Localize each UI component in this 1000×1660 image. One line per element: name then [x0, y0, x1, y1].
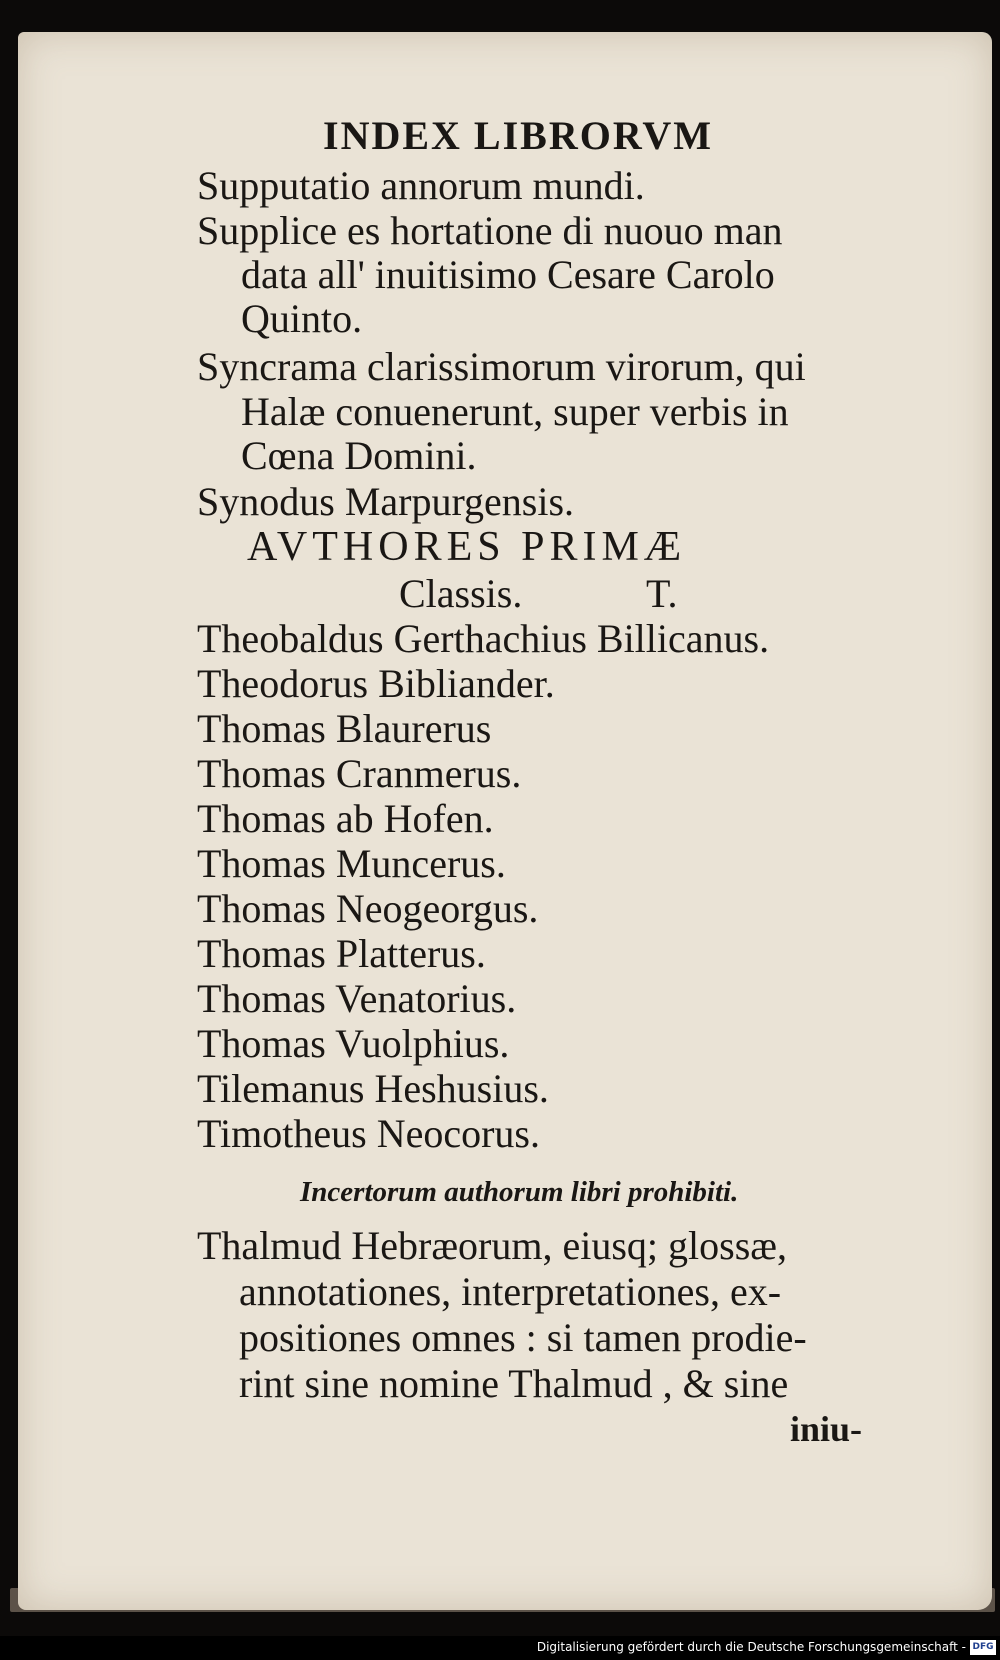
- author-line: Thomas Blaurerus: [197, 706, 492, 751]
- entry-line: Syncrama clarissimorum virorum, qui: [197, 344, 806, 389]
- entry-line: Cœna Domini.: [241, 433, 477, 478]
- entry-line: data all' inuitisimo Cesare Carolo: [241, 252, 775, 297]
- funding-credit: Digitalisierung gefördert durch die Deutsche Forschungsgemeinschaft -: [536, 1640, 966, 1654]
- entry-line: Supputatio annorum mundi.: [197, 163, 645, 208]
- thalmud-line: Thalmud Hebræorum, eiusq; glossæ,: [197, 1223, 787, 1268]
- entry-line: Supplice es hortatione di nuouo man: [197, 208, 783, 253]
- section-letter: T.: [646, 571, 678, 616]
- entry-line: Halæ conuenerunt, super verbis in: [241, 389, 789, 434]
- dfg-logo: DFG: [970, 1640, 996, 1655]
- author-line: Thomas Muncerus.: [197, 841, 506, 886]
- author-line: Tilemanus Heshusius.: [197, 1066, 549, 1111]
- author-line: Thomas Vuolphius.: [197, 1021, 510, 1066]
- section-heading-classis: Classis.: [399, 571, 523, 616]
- author-line: Thomas Neogeorgus.: [197, 886, 539, 931]
- catchword: iniu-: [790, 1409, 863, 1449]
- thalmud-line: rint sine nomine Thalmud , & sine: [239, 1361, 789, 1406]
- entry-line: Synodus Marpurgensis.: [197, 479, 575, 524]
- author-line: Thomas Cranmerus.: [197, 751, 522, 796]
- author-line: Thomas Venatorius.: [197, 976, 517, 1021]
- footer-bar: [0, 1636, 1000, 1660]
- running-title: INDEX LIBRORVM: [323, 113, 713, 158]
- author-line: Thomas ab Hofen.: [197, 796, 494, 841]
- section-heading: AVTHORES PRIMÆ: [247, 524, 687, 570]
- incerti-heading: Incertorum authorum libri prohibiti.: [300, 1176, 739, 1208]
- author-line: Theodorus Bibliander.: [197, 661, 555, 706]
- author-line: Timotheus Neocorus.: [197, 1111, 540, 1156]
- thalmud-line: annotationes, interpretationes, ex-: [239, 1269, 782, 1314]
- author-line: Thomas Platterus.: [197, 931, 486, 976]
- thalmud-line: positiones omnes : si tamen prodie-: [239, 1315, 807, 1360]
- entry-line: Quinto.: [241, 296, 363, 341]
- author-line: Theobaldus Gerthachius Billicanus.: [197, 616, 770, 661]
